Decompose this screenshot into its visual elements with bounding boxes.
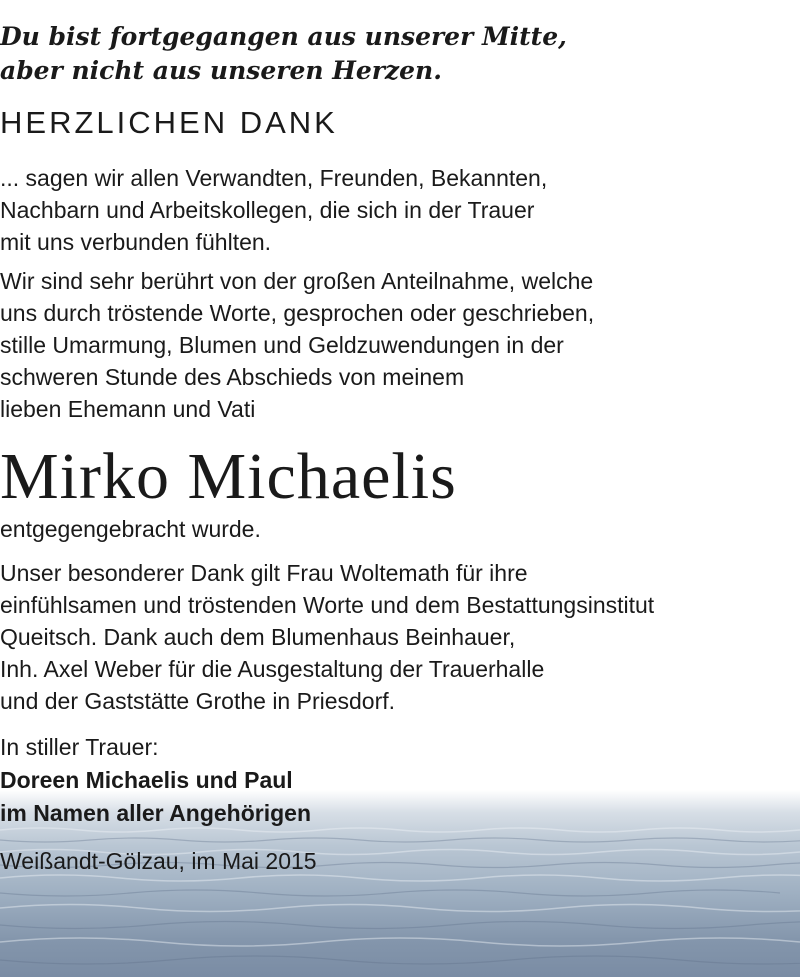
text-line: ... sagen wir allen Verwandten, Freunden, Bekannten, bbox=[0, 165, 548, 191]
motto-line: Du bist fortgegangen aus unserer Mitte, bbox=[0, 22, 567, 51]
text-line: Nachbarn und Arbeitskollegen, die sich in der Trauer bbox=[0, 197, 535, 223]
motto-line: aber nicht aus unseren Herzen. bbox=[0, 56, 442, 85]
deceased-name: Mirko Michaelis bbox=[0, 440, 457, 513]
text-line: Unser besonderer Dank gilt Frau Woltemath für ihre bbox=[0, 560, 528, 586]
text-line: einfühlsamen und tröstenden Worte und dem Bestattungsinstitut bbox=[0, 592, 655, 618]
text-line: uns durch tröstende Worte, gesprochen oder geschrieben, bbox=[0, 300, 595, 326]
motto-verse bbox=[0, 20, 800, 88]
text-line: mit uns verbunden fühlten. bbox=[0, 229, 272, 255]
after-name-text: entgegengebracht wurde. bbox=[0, 516, 261, 542]
text-line: Queitsch. Dank auch dem Blumenhaus Beinhauer, bbox=[0, 624, 516, 650]
heading-thanks: HERZLICHEN DANK bbox=[0, 105, 338, 140]
thanks-paragraph bbox=[0, 162, 800, 258]
text-line: Inh. Axel Weber für die Ausgestaltung der Trauerhalle bbox=[0, 656, 545, 682]
condolence-paragraph bbox=[0, 265, 800, 425]
signature-label: In stiller Trauer: bbox=[0, 734, 159, 760]
text-line: schweren Stunde des Abschieds von meinem bbox=[0, 364, 465, 390]
text-line: und der Gaststätte Grothe in Priesdorf. bbox=[0, 688, 396, 714]
signature-names bbox=[0, 764, 800, 830]
signature-name-line: Doreen Michaelis und Paul bbox=[0, 767, 293, 793]
text-line: lieben Ehemann und Vati bbox=[0, 396, 256, 422]
place-and-date: Weißandt-Gölzau, im Mai 2015 bbox=[0, 848, 317, 874]
special-thanks-paragraph bbox=[0, 557, 800, 717]
signature-name-line: im Namen aller Angehörigen bbox=[0, 800, 311, 826]
text-line: Wir sind sehr berührt von der großen Anteilnahme, welche bbox=[0, 268, 594, 294]
text-line: stille Umarmung, Blumen und Geldzuwendungen in der bbox=[0, 332, 564, 358]
